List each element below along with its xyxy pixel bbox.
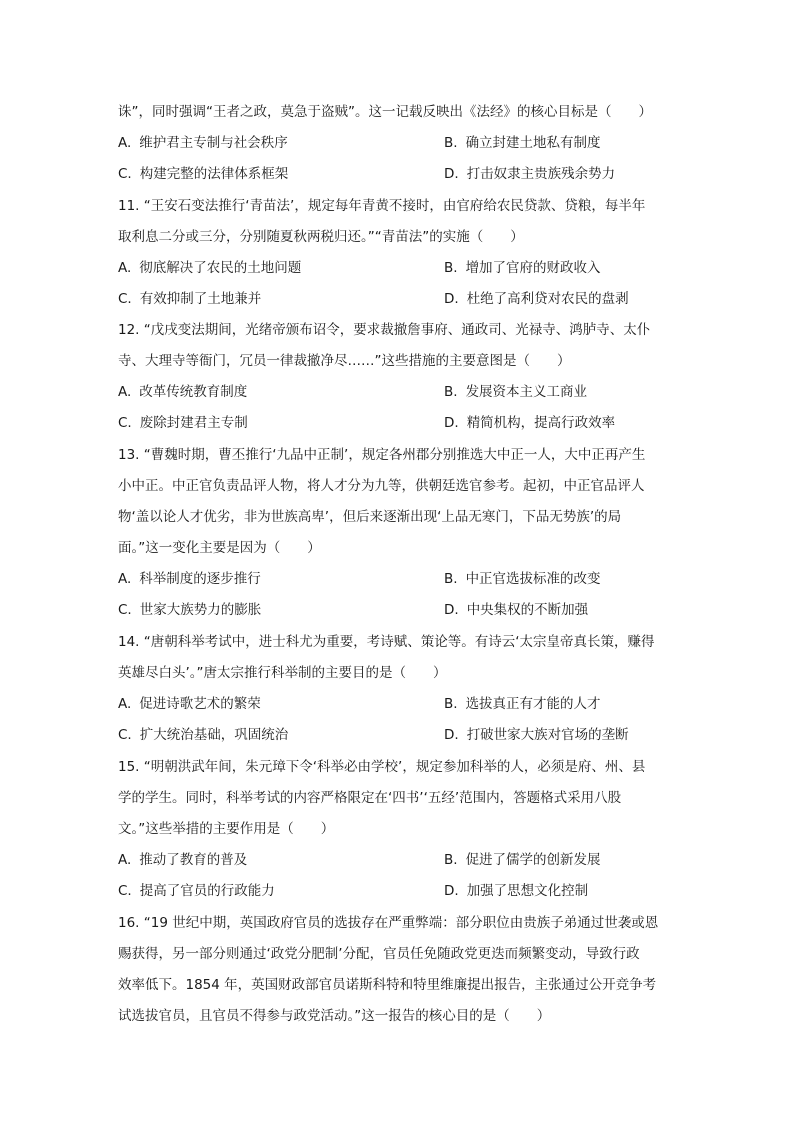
question-16-line: 赐获得，另一部分则通过‘政党分肥制’分配，官员任免随政党更迭而频繁变动，导致行政 xyxy=(118,946,640,962)
option-a[interactable]: A. 维护君主专制与社会秩序 xyxy=(118,135,288,151)
q12-option-c[interactable]: C. 废除封建君主专制 xyxy=(118,415,248,431)
q15-option-c[interactable]: C. 提高了官员的行政能力 xyxy=(118,883,275,899)
q13-option-d[interactable]: D. 中央集权的不断加强 xyxy=(444,602,589,618)
q11-option-b[interactable]: B. 增加了官府的财政收入 xyxy=(444,260,601,276)
question-text-line: 诛”，同时强调“王者之政，莫急于盗贼”。这一记载反映出《法经》的核心目标是（ ） xyxy=(118,104,652,120)
q11-option-a[interactable]: A. 彻底解决了农民的土地问题 xyxy=(118,260,302,276)
q15-option-a[interactable]: A. 推动了教育的普及 xyxy=(118,852,248,868)
option-d[interactable]: D. 打击奴隶主贵族残余势力 xyxy=(444,166,616,182)
q14-option-d[interactable]: D. 打破世家大族对官场的垄断 xyxy=(444,727,629,743)
q12-option-d[interactable]: D. 精简机构，提高行政效率 xyxy=(444,415,616,431)
q12-option-a[interactable]: A. 改革传统教育制度 xyxy=(118,384,248,400)
question-16-line: 16. “19 世纪中期，英国政府官员的选拔存在严重弊端：部分职位由贵族子弟通过世袭或恩 xyxy=(118,915,659,931)
question-11-line: 11. “王安石变法推行‘青苗法’，规定每年青黄不接时，由官府给农民贷款、贷粮，每半年 xyxy=(118,198,646,214)
question-16-line: 效率低下。1854 年，英国财政部官员诺斯科特和特里维廉提出报告，主张通过公开竞争考 xyxy=(118,977,657,993)
q11-option-d[interactable]: D. 杜绝了高利贷对农民的盘剥 xyxy=(444,291,629,307)
q14-option-c[interactable]: C. 扩大统治基础，巩固统治 xyxy=(118,727,289,743)
question-13-line: 面。”这一变化主要是因为（ ） xyxy=(118,540,321,556)
question-15-line: 文。”这些举措的主要作用是（ ） xyxy=(118,821,335,837)
q11-option-c[interactable]: C. 有效抑制了土地兼并 xyxy=(118,291,262,307)
question-14-line: 14. “唐朝科举考试中，进士科尤为重要，考诗赋、策论等。有诗云‘太宗皇帝真长策，赚得 xyxy=(118,634,655,650)
question-15-line: 学的学生。同时，科举考试的内容严格限定在‘四书’‘五经’范围内，答题格式采用八股 xyxy=(118,790,622,806)
option-c[interactable]: C. 构建完整的法律体系框架 xyxy=(118,166,289,182)
q13-option-c[interactable]: C. 世家大族势力的膨胀 xyxy=(118,602,262,618)
question-11-line: 取利息二分或三分，分别随夏秋两税归还。”“青苗法”的实施（ ） xyxy=(118,229,524,245)
q12-option-b[interactable]: B. 发展资本主义工商业 xyxy=(444,384,588,400)
q13-option-b[interactable]: B. 中正官选拔标准的改变 xyxy=(444,571,601,587)
q14-option-b[interactable]: B. 选拔真正有才能的人才 xyxy=(444,696,601,712)
q15-option-d[interactable]: D. 加强了思想文化控制 xyxy=(444,883,589,899)
q15-option-b[interactable]: B. 促进了儒学的创新发展 xyxy=(444,852,601,868)
question-15-line: 15. “明朝洪武年间，朱元璋下令‘科举必由学校’，规定参加科举的人，必须是府、州、县 xyxy=(118,759,646,775)
question-14-line: 英雄尽白头’。”唐太宗推行科举制的主要目的是（ ） xyxy=(118,665,447,681)
question-12-line: 寺、大理寺等衙门，冗员一律裁撤净尽……”这些措施的主要意图是（ ） xyxy=(118,353,571,369)
question-13-line: 13. “曹魏时期，曹丕推行‘九品中正制’，规定各州郡分别推选大中正一人，大中正再产生 xyxy=(118,447,646,463)
option-b[interactable]: B. 确立封建土地私有制度 xyxy=(444,135,601,151)
q14-option-a[interactable]: A. 促进诗歌艺术的繁荣 xyxy=(118,696,261,712)
question-12-line: 12. “戊戌变法期间，光绪帝颁布诏令，要求裁撤詹事府、通政司、光禄寺、鸿胪寺、太仆 xyxy=(118,322,651,338)
question-16-line: 试选拔官员，且官员不得参与政党活动。”这一报告的核心目的是（ ） xyxy=(118,1008,551,1024)
q13-option-a[interactable]: A. 科举制度的逐步推行 xyxy=(118,571,261,587)
question-13-line: 小中正。中正官负责品评人物，将人才分为九等，供朝廷选官参考。起初，中正官品评人 xyxy=(118,478,645,494)
question-13-line: 物‘盖以论人才优劣，非为世族高卑’，但后来逐渐出现‘上品无寒门，下品无势族’的局 xyxy=(118,509,622,525)
